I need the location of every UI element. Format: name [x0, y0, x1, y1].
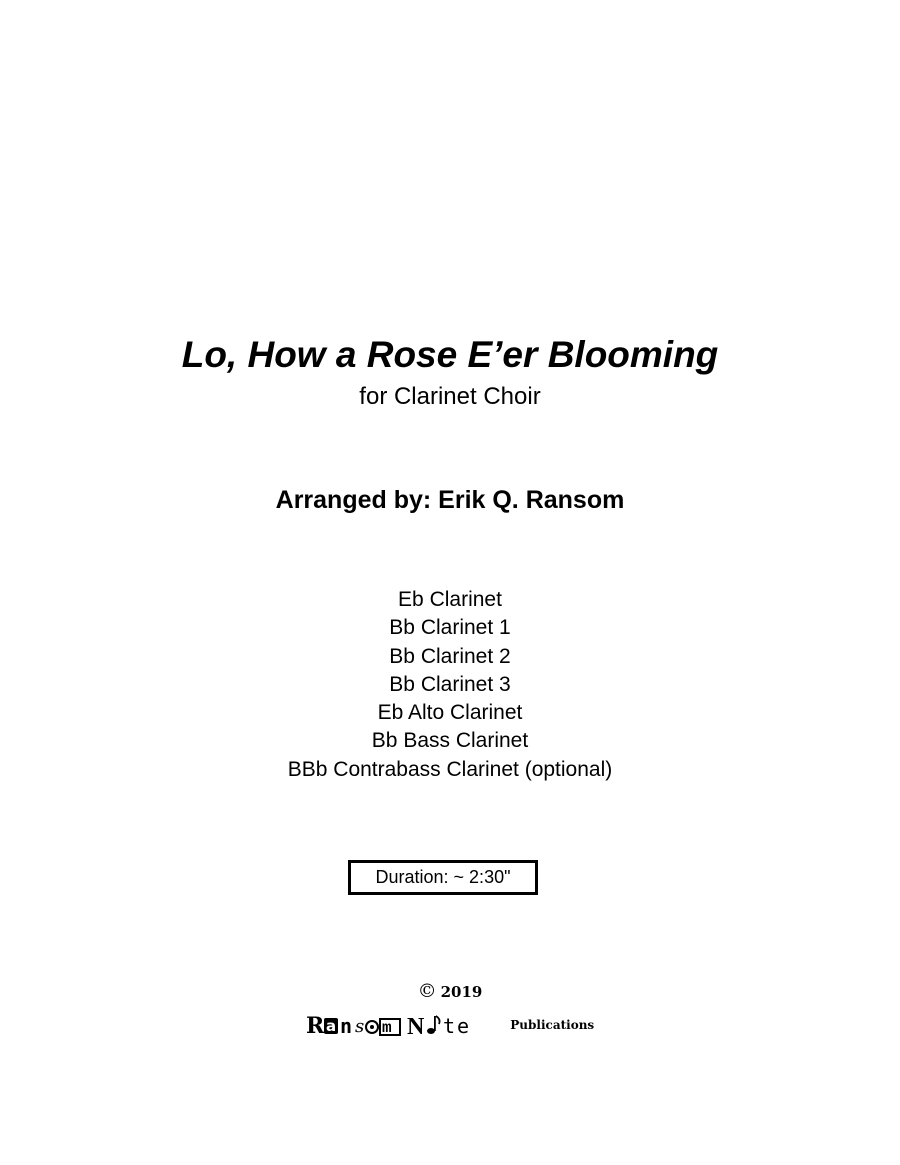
instrument-item: Bb Bass Clarinet	[371, 729, 529, 753]
svg-text:a: a	[325, 1017, 336, 1035]
score-title: Lo, How a Rose E’er Blooming	[181, 334, 719, 375]
svg-text:R: R	[305, 1013, 325, 1038]
svg-text:s: s	[354, 1016, 365, 1037]
instrument-item: Bb Clarinet 3	[389, 672, 511, 696]
instrument-item: Eb Clarinet	[398, 588, 502, 611]
copyright-year: 2019	[440, 983, 483, 1001]
copyright-symbol: ©	[417, 980, 437, 1002]
ransom-note-logo	[306, 1012, 496, 1038]
svg-text:n: n	[339, 1014, 352, 1038]
arranger-credit: Arranged by: Erik Q. Ransom	[275, 486, 625, 514]
score-subtitle: for Clarinet Choir	[359, 383, 541, 410]
instrument-item: BBb Contrabass Clarinet (optional)	[287, 757, 613, 781]
instrument-list	[0, 586, 900, 784]
instrument-item: Bb Clarinet 2	[389, 644, 511, 668]
duration-box: Duration: ~ 2:30"	[348, 860, 538, 895]
svg-text:m: m	[381, 1019, 392, 1037]
instrument-item: Eb Alto Clarinet	[377, 701, 523, 725]
svg-text:e: e	[456, 1014, 469, 1038]
svg-text:N: N	[406, 1014, 425, 1038]
svg-text:t: t	[442, 1014, 455, 1038]
publisher-line	[0, 1010, 900, 1040]
copyright-line	[0, 979, 900, 1004]
publications-label: Publications	[510, 1018, 595, 1032]
instrument-item: Bb Clarinet 1	[389, 616, 511, 640]
